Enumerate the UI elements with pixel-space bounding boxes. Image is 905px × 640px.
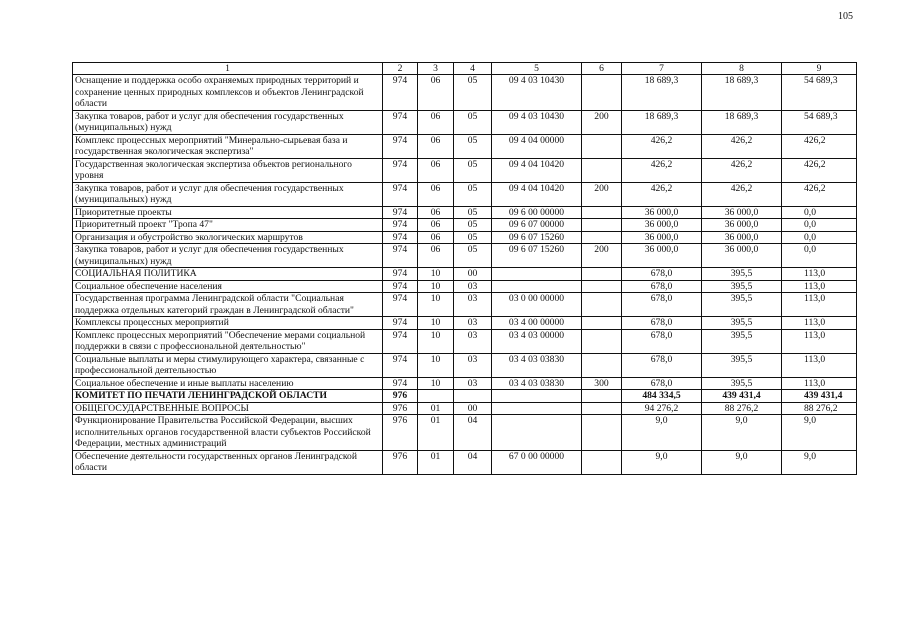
- row-subsection-cell: 00: [454, 268, 492, 281]
- row-target-article-cell: [492, 280, 582, 293]
- row-amount-col8-cell: 36 000,0: [702, 231, 782, 244]
- row-section-cell: 06: [418, 134, 454, 158]
- table-row: [73, 415, 857, 451]
- header-cell: 2: [383, 63, 418, 75]
- row-name-cell: Государственная программа Ленинградской области "Социальная поддержка отдельных категорий граждан в Ленинградской области": [73, 293, 383, 317]
- row-name-cell: Социальное обеспечение и иные выплаты населению: [73, 377, 383, 390]
- row-admin-code-cell: 974: [383, 329, 418, 353]
- row-amount-col9-cell: 88 276,2: [782, 402, 857, 415]
- table-row: [73, 450, 857, 474]
- row-amount-col7-cell: 426,2: [622, 134, 702, 158]
- row-amount-col9-cell: 0,0: [782, 231, 857, 244]
- table-row: [73, 317, 857, 330]
- row-amount-col8-cell: 395,5: [702, 329, 782, 353]
- table-row: [73, 293, 857, 317]
- row-target-article-cell: [492, 415, 582, 451]
- row-amount-col8-cell: 426,2: [702, 158, 782, 182]
- row-admin-code-cell: 974: [383, 317, 418, 330]
- row-expense-type-cell: [582, 402, 622, 415]
- row-section-cell: 06: [418, 244, 454, 268]
- row-expense-type-cell: 300: [582, 377, 622, 390]
- row-amount-col7-cell: 36 000,0: [622, 206, 702, 219]
- row-amount-col9-cell: 9,0: [782, 415, 857, 451]
- row-amount-col9-cell: 9,0: [782, 450, 857, 474]
- row-admin-code-cell: 974: [383, 231, 418, 244]
- row-admin-code-cell: 974: [383, 75, 418, 111]
- row-name-cell: Социальные выплаты и меры стимулирующего характера, связанные с профессиональной деятельностью: [73, 353, 383, 377]
- row-subsection-cell: 05: [454, 158, 492, 182]
- row-amount-col7-cell: 678,0: [622, 280, 702, 293]
- row-target-article-cell: 09 6 07 15260: [492, 244, 582, 268]
- header-cell: 9: [782, 63, 857, 75]
- row-expense-type-cell: [582, 415, 622, 451]
- row-subsection-cell: 05: [454, 110, 492, 134]
- row-expense-type-cell: [582, 329, 622, 353]
- row-expense-type-cell: [582, 450, 622, 474]
- header-cell: 8: [702, 63, 782, 75]
- row-name-cell: Приоритетный проект "Тропа 47": [73, 219, 383, 232]
- row-subsection-cell: 05: [454, 244, 492, 268]
- row-subsection-cell: 03: [454, 377, 492, 390]
- row-amount-col7-cell: 678,0: [622, 353, 702, 377]
- row-amount-col8-cell: 18 689,3: [702, 75, 782, 111]
- row-expense-type-cell: [582, 353, 622, 377]
- row-amount-col7-cell: 18 689,3: [622, 110, 702, 134]
- row-admin-code-cell: 974: [383, 353, 418, 377]
- row-target-article-cell: 09 4 03 10430: [492, 75, 582, 111]
- row-target-article-cell: 09 6 00 00000: [492, 206, 582, 219]
- row-target-article-cell: [492, 390, 582, 403]
- row-name-cell: Закупка товаров, работ и услуг для обеспечения государственных (муниципальных) нужд: [73, 244, 383, 268]
- row-amount-col8-cell: 18 689,3: [702, 110, 782, 134]
- row-amount-col9-cell: 113,0: [782, 280, 857, 293]
- row-section-cell: 10: [418, 377, 454, 390]
- row-name-cell: КОМИТЕТ ПО ПЕЧАТИ ЛЕНИНГРАДСКОЙ ОБЛАСТИ: [73, 390, 383, 403]
- row-amount-col9-cell: 0,0: [782, 206, 857, 219]
- row-section-cell: [418, 390, 454, 403]
- row-amount-col8-cell: 36 000,0: [702, 219, 782, 232]
- row-admin-code-cell: 974: [383, 158, 418, 182]
- row-section-cell: 10: [418, 293, 454, 317]
- row-subsection-cell: 05: [454, 182, 492, 206]
- table-row: [73, 329, 857, 353]
- row-expense-type-cell: [582, 280, 622, 293]
- row-target-article-cell: 09 4 04 10420: [492, 182, 582, 206]
- header-cell: 3: [418, 63, 454, 75]
- row-section-cell: 01: [418, 450, 454, 474]
- row-admin-code-cell: 976: [383, 415, 418, 451]
- row-amount-col8-cell: 395,5: [702, 268, 782, 281]
- row-admin-code-cell: 974: [383, 377, 418, 390]
- row-target-article-cell: 09 4 04 00000: [492, 134, 582, 158]
- row-admin-code-cell: 974: [383, 293, 418, 317]
- table-row: [73, 158, 857, 182]
- row-section-cell: 01: [418, 402, 454, 415]
- header-cell: 5: [492, 63, 582, 75]
- row-expense-type-cell: [582, 231, 622, 244]
- row-expense-type-cell: [582, 206, 622, 219]
- row-target-article-cell: 03 4 03 03830: [492, 353, 582, 377]
- row-admin-code-cell: 974: [383, 219, 418, 232]
- row-amount-col9-cell: 426,2: [782, 158, 857, 182]
- row-amount-col7-cell: 678,0: [622, 377, 702, 390]
- row-amount-col7-cell: 678,0: [622, 268, 702, 281]
- row-name-cell: Государственная экологическая экспертиза объектов регионального уровня: [73, 158, 383, 182]
- header-row: [73, 63, 857, 75]
- row-amount-col8-cell: 36 000,0: [702, 244, 782, 268]
- row-name-cell: СОЦИАЛЬНАЯ ПОЛИТИКА: [73, 268, 383, 281]
- row-amount-col9-cell: 113,0: [782, 293, 857, 317]
- row-amount-col7-cell: 18 689,3: [622, 75, 702, 111]
- row-amount-col7-cell: 678,0: [622, 329, 702, 353]
- table-row: [73, 353, 857, 377]
- row-subsection-cell: 05: [454, 206, 492, 219]
- row-expense-type-cell: [582, 293, 622, 317]
- row-admin-code-cell: 976: [383, 402, 418, 415]
- row-target-article-cell: 09 6 07 15260: [492, 231, 582, 244]
- row-amount-col9-cell: 0,0: [782, 244, 857, 268]
- row-section-cell: 06: [418, 206, 454, 219]
- budget-table: [72, 62, 857, 475]
- row-amount-col8-cell: 426,2: [702, 134, 782, 158]
- row-target-article-cell: 09 4 04 10420: [492, 158, 582, 182]
- row-amount-col9-cell: 113,0: [782, 329, 857, 353]
- row-subsection-cell: 05: [454, 75, 492, 111]
- row-target-article-cell: 09 6 07 00000: [492, 219, 582, 232]
- row-name-cell: Комплекс процессных мероприятий "Минерально-сырьевая база и государственная экологическая экспертиза": [73, 134, 383, 158]
- row-name-cell: Обеспечение деятельности государственных органов Ленинградской области: [73, 450, 383, 474]
- row-amount-col8-cell: 36 000,0: [702, 206, 782, 219]
- header-cell: 1: [73, 63, 383, 75]
- row-subsection-cell: 03: [454, 353, 492, 377]
- row-amount-col9-cell: 439 431,4: [782, 390, 857, 403]
- row-amount-col7-cell: 484 334,5: [622, 390, 702, 403]
- row-name-cell: Комплекс процессных мероприятий "Обеспечение мерами социальной поддержки в связи с профессиональной деятельностью": [73, 329, 383, 353]
- row-amount-col8-cell: 9,0: [702, 450, 782, 474]
- row-amount-col9-cell: 113,0: [782, 353, 857, 377]
- row-amount-col7-cell: 36 000,0: [622, 219, 702, 232]
- row-amount-col9-cell: 113,0: [782, 317, 857, 330]
- row-amount-col7-cell: 426,2: [622, 158, 702, 182]
- row-section-cell: 06: [418, 75, 454, 111]
- row-subsection-cell: 03: [454, 280, 492, 293]
- row-target-article-cell: [492, 402, 582, 415]
- row-target-article-cell: 03 4 03 00000: [492, 329, 582, 353]
- row-amount-col8-cell: 395,5: [702, 353, 782, 377]
- row-amount-col9-cell: 0,0: [782, 219, 857, 232]
- row-amount-col7-cell: 9,0: [622, 415, 702, 451]
- table-row: [73, 134, 857, 158]
- row-amount-col9-cell: 54 689,3: [782, 110, 857, 134]
- row-section-cell: 10: [418, 353, 454, 377]
- row-amount-col9-cell: 54 689,3: [782, 75, 857, 111]
- row-target-article-cell: 03 4 03 03830: [492, 377, 582, 390]
- row-subsection-cell: [454, 390, 492, 403]
- row-name-cell: Закупка товаров, работ и услуг для обеспечения государственных (муниципальных) нужд: [73, 110, 383, 134]
- row-name-cell: Приоритетные проекты: [73, 206, 383, 219]
- row-expense-type-cell: [582, 219, 622, 232]
- row-amount-col9-cell: 426,2: [782, 134, 857, 158]
- row-amount-col7-cell: 94 276,2: [622, 402, 702, 415]
- row-amount-col8-cell: 88 276,2: [702, 402, 782, 415]
- table-row: [73, 206, 857, 219]
- header-cell: 4: [454, 63, 492, 75]
- row-name-cell: Функционирование Правительства Российской Федерации, высших исполнительных органов государственной власти субъектов Российской Федерации, местных администраций: [73, 415, 383, 451]
- row-section-cell: 06: [418, 231, 454, 244]
- row-amount-col9-cell: 113,0: [782, 377, 857, 390]
- table-row: [73, 110, 857, 134]
- row-subsection-cell: 03: [454, 317, 492, 330]
- header-cell: 7: [622, 63, 702, 75]
- row-expense-type-cell: [582, 268, 622, 281]
- row-name-cell: Комплексы процессных мероприятий: [73, 317, 383, 330]
- row-amount-col9-cell: 426,2: [782, 182, 857, 206]
- row-admin-code-cell: 974: [383, 206, 418, 219]
- row-target-article-cell: 09 4 03 10430: [492, 110, 582, 134]
- row-section-cell: 06: [418, 219, 454, 232]
- table-row: [73, 402, 857, 415]
- page-number: 105: [838, 11, 853, 22]
- row-target-article-cell: 67 0 00 00000: [492, 450, 582, 474]
- row-amount-col8-cell: 9,0: [702, 415, 782, 451]
- row-section-cell: 06: [418, 110, 454, 134]
- table-row: [73, 280, 857, 293]
- row-section-cell: 10: [418, 280, 454, 293]
- row-name-cell: Закупка товаров, работ и услуг для обеспечения государственных (муниципальных) нужд: [73, 182, 383, 206]
- row-expense-type-cell: [582, 390, 622, 403]
- row-subsection-cell: 03: [454, 329, 492, 353]
- row-subsection-cell: 05: [454, 219, 492, 232]
- row-section-cell: 10: [418, 329, 454, 353]
- row-expense-type-cell: 200: [582, 182, 622, 206]
- row-amount-col8-cell: 426,2: [702, 182, 782, 206]
- row-expense-type-cell: [582, 317, 622, 330]
- row-amount-col8-cell: 395,5: [702, 280, 782, 293]
- row-expense-type-cell: 200: [582, 110, 622, 134]
- table-row: [73, 182, 857, 206]
- row-section-cell: 06: [418, 182, 454, 206]
- row-expense-type-cell: 200: [582, 244, 622, 268]
- row-name-cell: ОБЩЕГОСУДАРСТВЕННЫЕ ВОПРОСЫ: [73, 402, 383, 415]
- row-amount-col7-cell: 426,2: [622, 182, 702, 206]
- row-amount-col7-cell: 36 000,0: [622, 231, 702, 244]
- row-expense-type-cell: [582, 134, 622, 158]
- row-amount-col7-cell: 9,0: [622, 450, 702, 474]
- table-row: [73, 75, 857, 111]
- row-target-article-cell: 03 0 00 00000: [492, 293, 582, 317]
- row-expense-type-cell: [582, 158, 622, 182]
- row-expense-type-cell: [582, 75, 622, 111]
- header-cell: 6: [582, 63, 622, 75]
- table-row: [73, 219, 857, 232]
- row-target-article-cell: 03 4 00 00000: [492, 317, 582, 330]
- row-amount-col9-cell: 113,0: [782, 268, 857, 281]
- table-row: [73, 377, 857, 390]
- row-subsection-cell: 04: [454, 450, 492, 474]
- row-section-cell: 06: [418, 158, 454, 182]
- row-section-cell: 10: [418, 268, 454, 281]
- row-admin-code-cell: 974: [383, 244, 418, 268]
- table-row: [73, 231, 857, 244]
- table-row: [73, 268, 857, 281]
- row-amount-col8-cell: 395,5: [702, 293, 782, 317]
- row-amount-col8-cell: 395,5: [702, 317, 782, 330]
- row-admin-code-cell: 974: [383, 280, 418, 293]
- row-subsection-cell: 05: [454, 231, 492, 244]
- row-subsection-cell: 03: [454, 293, 492, 317]
- row-admin-code-cell: 974: [383, 182, 418, 206]
- row-amount-col7-cell: 36 000,0: [622, 244, 702, 268]
- row-admin-code-cell: 976: [383, 390, 418, 403]
- row-admin-code-cell: 974: [383, 110, 418, 134]
- row-subsection-cell: 04: [454, 415, 492, 451]
- row-amount-col7-cell: 678,0: [622, 293, 702, 317]
- table-row: [73, 244, 857, 268]
- row-section-cell: 01: [418, 415, 454, 451]
- row-admin-code-cell: 974: [383, 268, 418, 281]
- table-row: [73, 390, 857, 403]
- row-name-cell: Организация и обустройство экологических маршрутов: [73, 231, 383, 244]
- row-admin-code-cell: 976: [383, 450, 418, 474]
- row-name-cell: Социальное обеспечение населения: [73, 280, 383, 293]
- row-section-cell: 10: [418, 317, 454, 330]
- row-amount-col8-cell: 395,5: [702, 377, 782, 390]
- row-subsection-cell: 00: [454, 402, 492, 415]
- row-target-article-cell: [492, 268, 582, 281]
- row-amount-col8-cell: 439 431,4: [702, 390, 782, 403]
- row-admin-code-cell: 974: [383, 134, 418, 158]
- row-subsection-cell: 05: [454, 134, 492, 158]
- row-amount-col7-cell: 678,0: [622, 317, 702, 330]
- row-name-cell: Оснащение и поддержка особо охраняемых природных территорий и сохранение ценных природных комплексов и объектов Ленинградской области: [73, 75, 383, 111]
